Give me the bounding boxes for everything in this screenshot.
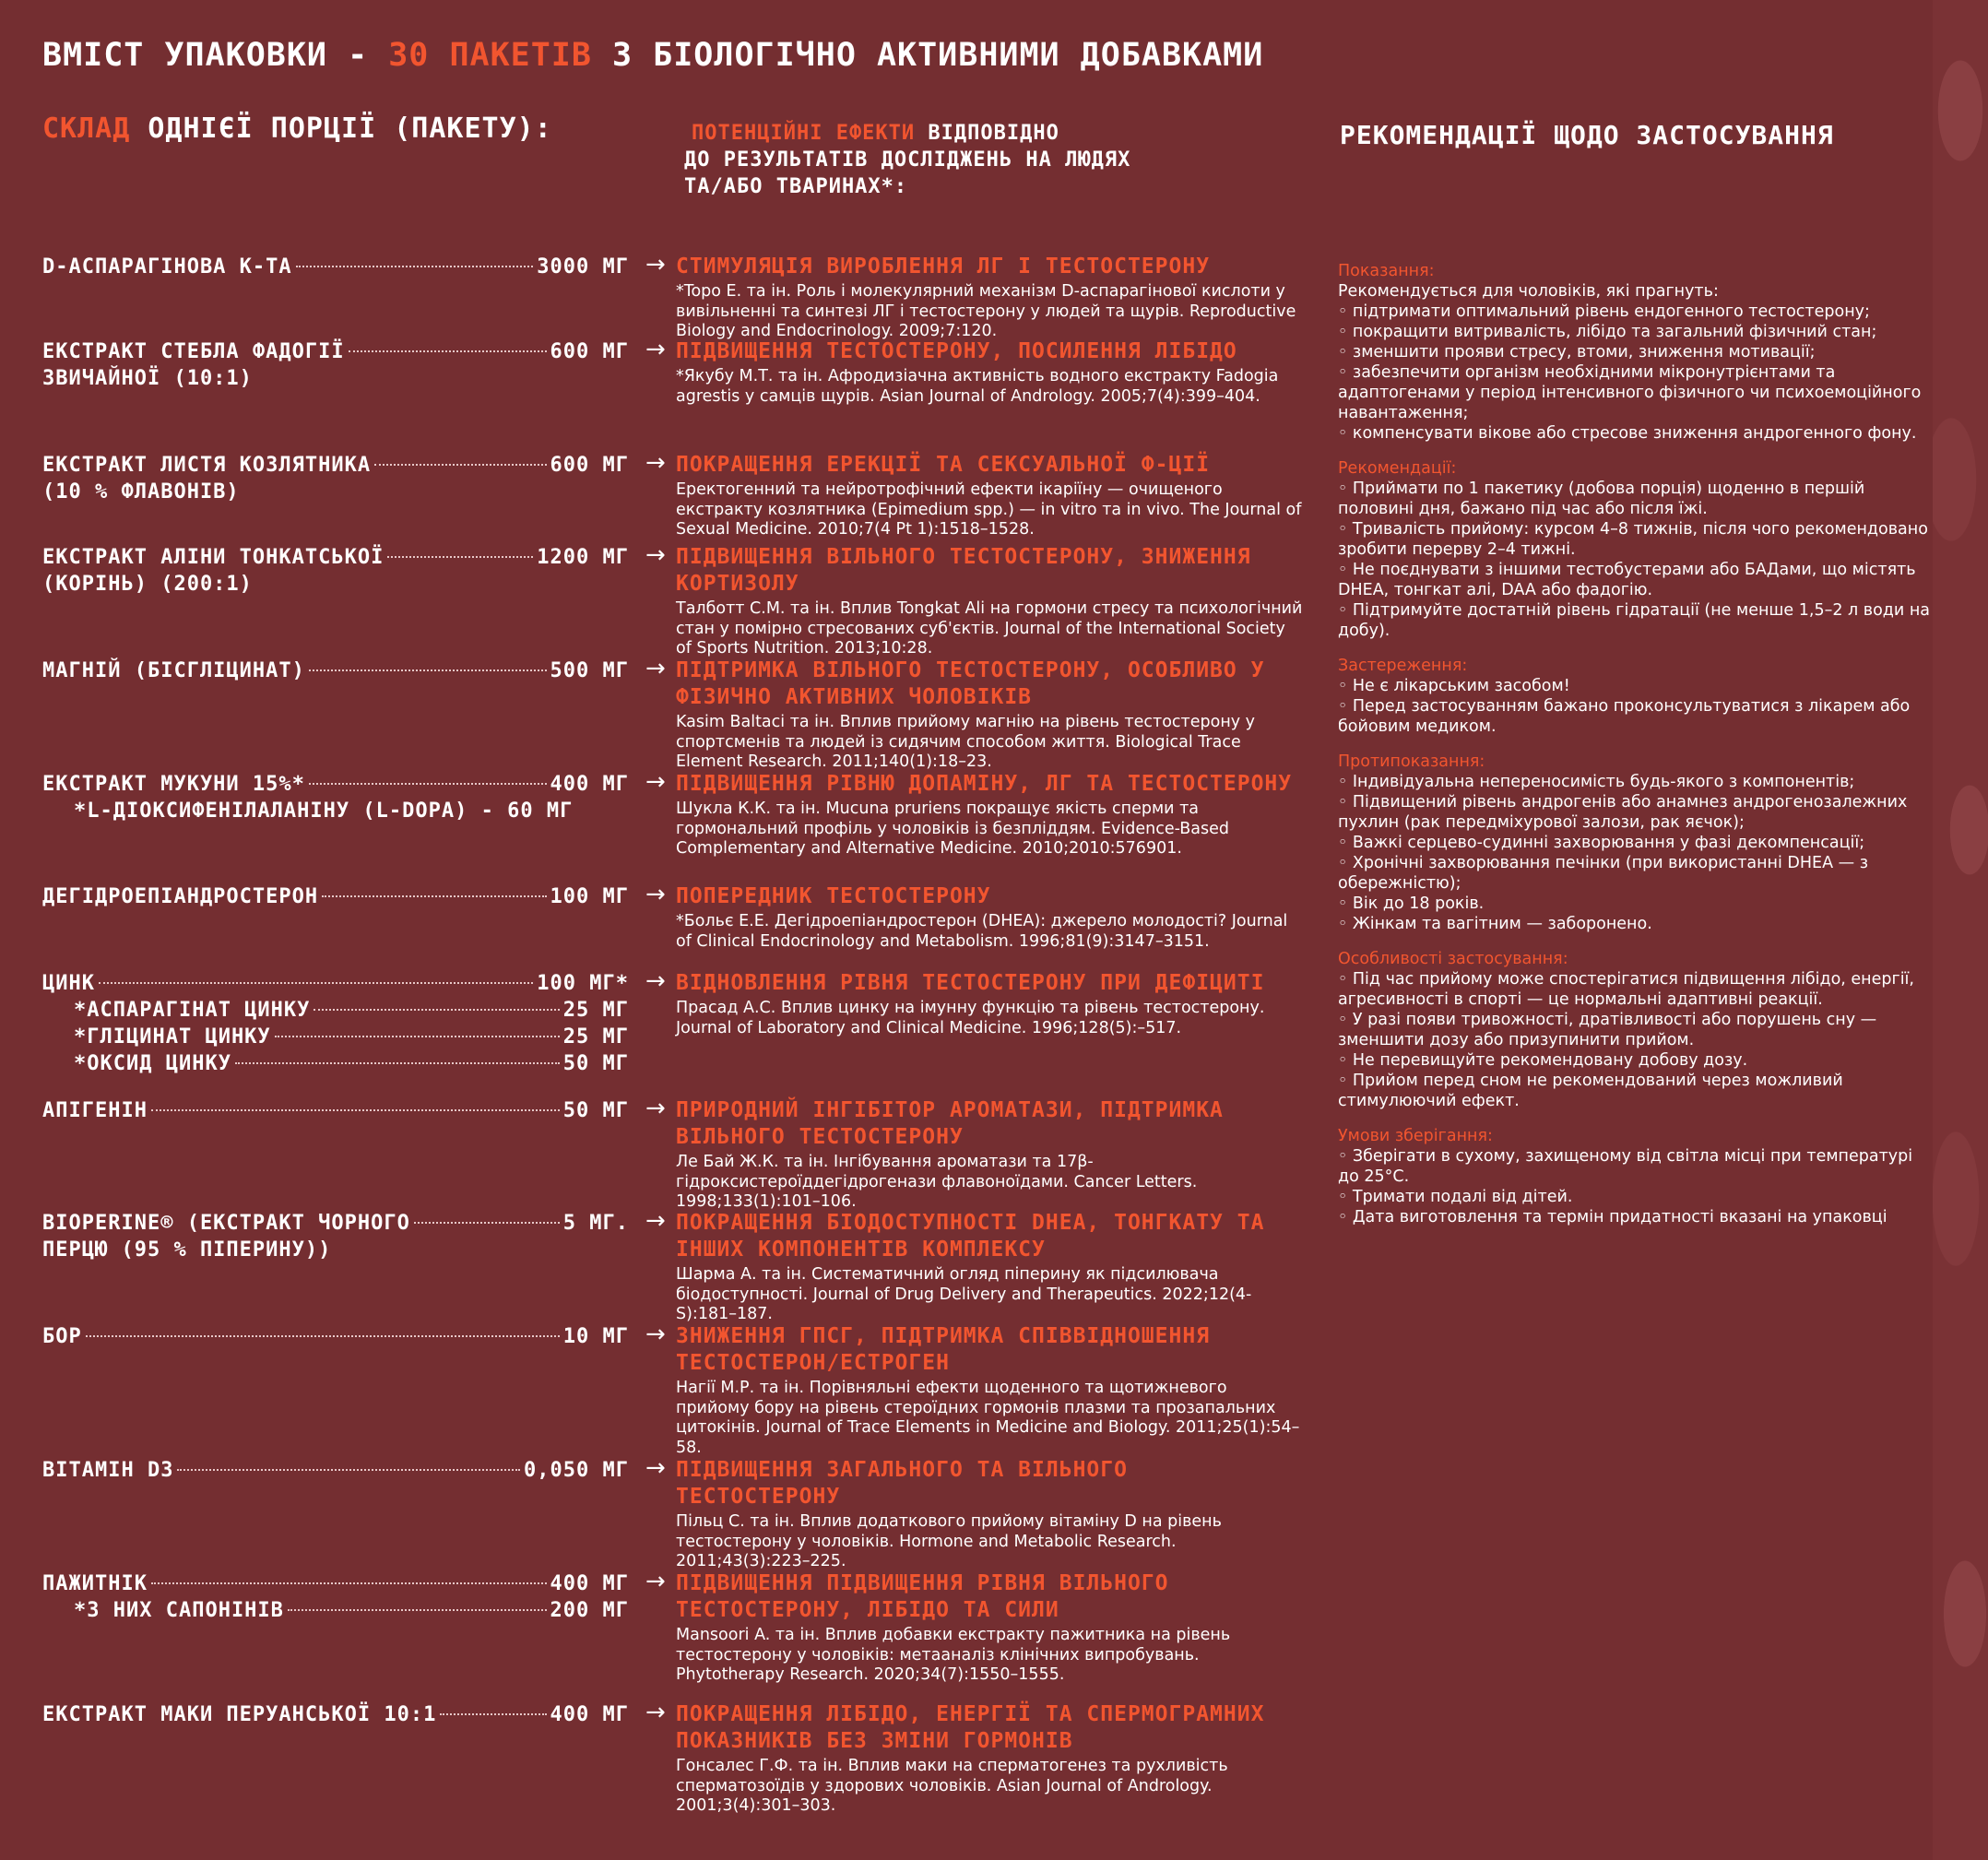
ingredient-name: ДЕГІДРОЕПІАНДРОСТЕРОН [42, 885, 319, 908]
ingredient [42, 1210, 629, 1263]
effect-reference: Гонсалес Г.Ф. та ін. Вплив маки на сперматогенез та рухливість сперматозоїдів у здорових чоловіків. Asian Journal of Andrology. 2001;3(4):301–303. [676, 1757, 1228, 1815]
effect-title: ПІДТРИМКА ВІЛЬНОГО ТЕСТОСТЕРОНУ, ОСОБЛИВО У ФІЗИЧНО АКТИВНИХ ЧОЛОВІКІВ [676, 658, 1265, 709]
effects-heading-line1: ВІДПОВІДНО [915, 122, 1059, 145]
effect-block [676, 544, 1303, 659]
effect-title: ПОКРАЩЕННЯ БІОДОСТУПНОСТІ DHEA, ТОНГКАТУ ТА ІНШИХ КОМПОНЕНТІВ КОМПЛЕКСУ [676, 1211, 1265, 1262]
ingredient-line [42, 544, 629, 571]
effect-block [676, 1323, 1303, 1458]
ingredient-line [42, 452, 629, 479]
effect-title: ПІДВИЩЕННЯ РІВНЮ ДОПАМІНУ, ЛГ ТА ТЕСТОСТЕРОНУ [676, 772, 1293, 796]
effects-heading-line2: ДО РЕЗУЛЬТАТІВ ДОСЛІДЖЕНЬ НА ЛЮДЯХ [684, 148, 1131, 172]
recommendation-section-title: Рекомендації: [1338, 459, 1457, 478]
ingredient-name: АПІГЕНІН [42, 1099, 148, 1122]
ingredient-amount: 400 МГ [550, 1703, 629, 1726]
ingredient-line [42, 658, 629, 684]
arrow-icon: → [645, 336, 666, 363]
dot-leader [374, 464, 546, 466]
ingredient-name: ЦИНК [42, 972, 95, 995]
effect-reference: *Якубу М.Т. та ін. Афродизіачна активність водного екстракту Fadogia agrestis у самців щурів. Asian Journal of Andrology. 2005;7(4):399–404. [676, 367, 1279, 406]
ingredient-name: ЕКСТРАКТ МАКИ ПЕРУАНСЬКОЇ 10:1 [42, 1703, 437, 1726]
ingredient-amount: 600 МГ [550, 340, 629, 363]
camouflage-edge-decoration [1933, 0, 1988, 1860]
effects-heading-line3: ТА/АБО ТВАРИНАХ*: [684, 175, 908, 198]
effect-block [676, 338, 1303, 407]
effect-title: ПРИРОДНИЙ ІНГІБІТОР АРОМАТАЗИ, ПІДТРИМКА ВІЛЬНОГО ТЕСТОСТЕРОНУ [676, 1098, 1224, 1149]
effect-block [676, 452, 1303, 540]
arrow-icon: → [645, 1207, 666, 1235]
composition-heading-accent: СКЛАД [42, 113, 131, 145]
ingredient-line [42, 997, 629, 1024]
dot-leader [309, 783, 547, 785]
recommendation-item: ◦ Зберігати в сухому, захищеному від світла місці при температурі до 25°C. [1338, 1147, 1913, 1186]
ingredient-name: МАГНІЙ (БІСГЛІЦИНАТ) [42, 659, 305, 682]
ingredient [42, 658, 629, 684]
effect-reference: Прасад А.С. Вплив цинку на імунну функцію та рівень тестостерону. Journal of Laboratory and Clinical Medicine. 1996;128(5):–517. [676, 999, 1265, 1037]
recommendation-item: ◦ Важкі серцево-судинні захворювання у фазі декомпенсації; [1338, 834, 1865, 852]
dot-leader [349, 350, 547, 352]
recommendation-item: ◦ Дата виготовлення та термін придатності вказані на упаковці [1338, 1208, 1887, 1226]
effect-reference: Mansoori A. та ін. Вплив добавки екстракту пажитника на рівень тестостерону у чоловіків: метааналіз клінічних випробувань. Phytotherapy Research. 2020;34(7):1550–1555. [676, 1626, 1231, 1684]
recommendation-section [1338, 1126, 1937, 1227]
ingredient [42, 254, 629, 280]
effect-title: СТИМУЛЯЦІЯ ВИРОБЛЕННЯ ЛГ І ТЕСТОСТЕРОНУ [676, 255, 1211, 278]
effect-title: ПОКРАЩЕННЯ ЛІБІДО, ЕНЕРГІЇ ТА СПЕРМОГРАМНИХ ПОКАЗНИКІВ БЕЗ ЗМІНИ ГОРМОНІВ [676, 1702, 1265, 1753]
effect-reference: Пільц С. та ін. Вплив додаткового прийому вітаміну D на рівень тестостерону у чоловіків. Hormone and Metabolic Research. 2011;43(3):223–225. [676, 1512, 1222, 1570]
dot-leader [309, 669, 547, 671]
ingredient-name-continued: ЗВИЧАЙНОЇ (10:1) [42, 367, 253, 390]
ingredient-amount: 50 МГ [562, 1099, 629, 1122]
ingredient [42, 338, 629, 392]
title-part-3: З БІОЛОГІЧНО АКТИВНИМИ ДОБАВКАМИ [591, 37, 1264, 74]
ingredient-amount: 600 МГ [550, 454, 629, 477]
effect-title: ВІДНОВЛЕННЯ РІВНЯ ТЕСТОСТЕРОНУ ПРИ ДЕФІЦИТІ [676, 971, 1265, 995]
ingredient-name: ЕКСТРАКТ СТЕБЛА ФАДОГІЇ [42, 340, 345, 363]
dot-leader [296, 266, 534, 267]
ingredient-name: ПАЖИТНІК [42, 1572, 148, 1595]
recommendation-section-title: Умови зберігання: [1338, 1127, 1493, 1145]
ingredient [42, 883, 629, 910]
ingredient-line [42, 338, 629, 365]
arrow-icon: → [645, 1095, 666, 1122]
recommendation-section-title: Показання: [1338, 262, 1435, 280]
recommendation-item: ◦ компенсувати вікове або стресове зниження андрогенного фону. [1338, 424, 1917, 443]
composition-heading-rest: ОДНІЄЇ ПОРЦІЇ (ПАКЕТУ): [130, 113, 552, 145]
ingredient-line [42, 771, 629, 798]
recommendation-item: Рекомендується для чоловіків, які прагнуть: [1338, 282, 1719, 301]
effect-title: ПІДВИЩЕННЯ ЗАГАЛЬНОГО ТА ВІЛЬНОГО ТЕСТОСТЕРОНУ [676, 1458, 1128, 1509]
effect-block [676, 970, 1303, 1038]
recommendation-item: ◦ Не поєднувати з іншими тестобустерами або БАДами, що містять DHEA, тонгкат алі, DAA або фадогію. [1338, 561, 1916, 599]
effect-reference: Талботт С.М. та ін. Вплив Tongkat Ali на гормони стресу та психологічний стан у помірно стресованих суб'єктів. Journal of the International Society of Sports Nutrition. 2013;10:28. [676, 599, 1303, 658]
ingredient-line [42, 1024, 629, 1050]
arrow-icon: → [645, 881, 666, 908]
recommendation-item: ◦ Під час прийому може спостерігатися підвищення лібідо, енергії, агресивності в спорті — це нормальні адаптивні реакції. [1338, 970, 1914, 1009]
ingredient-amount: 500 МГ [550, 659, 629, 682]
ingredient [42, 452, 629, 505]
dot-leader [151, 1109, 560, 1111]
dot-leader [86, 1335, 560, 1337]
recommendations-column [1338, 261, 1937, 1242]
ingredient-line [42, 1570, 629, 1597]
effect-reference: *Больє Е.Е. Дегідроепіандростерон (DHEA): джерело молодості? Journal of Clinical Endocrinology and Metabolism. 1996;81(9):3147–3151. [676, 912, 1288, 951]
ingredient-name: ЕКСТРАКТ МУКУНИ 15%* [42, 773, 305, 796]
effect-block [676, 1457, 1303, 1572]
recommendation-item: ◦ підтримати оптимальний рівень ендогенного тестостерону; [1338, 302, 1870, 321]
ingredient-line [42, 1701, 629, 1728]
arrow-icon: → [645, 1321, 666, 1348]
ingredient-amount: 5 МГ. [562, 1212, 629, 1235]
dot-leader [314, 1009, 559, 1011]
effect-block [676, 1210, 1303, 1325]
ingredient-name: *З НИХ САПОНІНІВ [74, 1599, 284, 1622]
ingredient [42, 1570, 629, 1624]
ingredient-amount: 1200 МГ [537, 546, 629, 569]
effect-block [676, 1097, 1303, 1213]
ingredient-name-continued: ПЕРЦЮ (95 % ПІПЕРИНУ)) [42, 1238, 332, 1262]
dot-leader [440, 1713, 546, 1715]
ingredient-amount: 25 МГ [562, 999, 629, 1022]
effect-title: ПІДВИЩЕННЯ ПІДВИЩЕННЯ РІВНЯ ВІЛЬНОГО ТЕСТОСТЕРОНУ, ЛІБІДО ТА СИЛИ [676, 1571, 1169, 1622]
recommendation-section-title: Застереження: [1338, 657, 1468, 675]
ingredient-line [42, 254, 629, 280]
recommendation-item: ◦ забезпечити організм необхідними мікронутрієнтами та адаптогенами у період інтенсивного фізичного чи психоемоційного навантаження; [1338, 363, 1922, 422]
effect-title: ПІДВИЩЕННЯ ВІЛЬНОГО ТЕСТОСТЕРОНУ, ЗНИЖЕННЯ КОРТИЗОЛУ [676, 545, 1251, 596]
recommendation-item: ◦ Прийом перед сном не рекомендований через можливий стимулюючий ефект. [1338, 1072, 1843, 1110]
ingredient-amount: 25 МГ [562, 1025, 629, 1048]
recommendation-item: ◦ Не є лікарським засобом! [1338, 677, 1570, 695]
title-packets-count: 30 ПАКЕТІВ [388, 37, 592, 74]
recommendation-item: ◦ Тривалість прийому: курсом 4–8 тижнів, після чого рекомендовано зробити перерву 2–4 тижні. [1338, 520, 1928, 559]
ingredient-amount: 10 МГ [562, 1325, 629, 1348]
recommendation-item: ◦ Хронічні захворювання печінки (при використанні DHEA — з обережністю); [1338, 854, 1869, 893]
ingredient-line [42, 1050, 629, 1077]
dot-leader [151, 1582, 547, 1584]
ingredient [42, 544, 629, 598]
ingredient [42, 1323, 629, 1350]
title-part-1: ВМІСТ УПАКОВКИ - [42, 37, 389, 74]
ingredient-line [42, 1457, 629, 1484]
effect-block [676, 883, 1303, 952]
page-title [42, 37, 1263, 74]
effect-title: ПІДВИЩЕННЯ ТЕСТОСТЕРОНУ, ПОСИЛЕННЯ ЛІБІДО [676, 339, 1237, 363]
recommendations-heading: РЕКОМЕНДАЦІЇ ЩОДО ЗАСТОСУВАННЯ [1340, 120, 1834, 150]
recommendation-item: ◦ зменшити прояви стресу, втоми, зниження мотивації; [1338, 343, 1816, 361]
arrow-icon: → [645, 768, 666, 796]
recommendation-item: ◦ Індивідуальна непереносимість будь-якого з компонентів; [1338, 773, 1855, 791]
ingredient-amount: 50 МГ [562, 1052, 629, 1075]
effect-title: ПОКРАЩЕННЯ ЕРЕКЦІЇ ТА СЕКСУАЛЬНОЇ Ф-ЦІЇ [676, 453, 1211, 477]
recommendation-item: ◦ Підвищений рівень андрогенів або анамнез андрогенозалежних пухлин (рак передміхурової залози, рак яєчок); [1338, 793, 1908, 832]
recommendation-section [1338, 949, 1937, 1111]
ingredient [42, 1457, 629, 1484]
ingredient-name: ЕКСТРАКТ ЛИСТЯ КОЗЛЯТНИКА [42, 454, 372, 477]
ingredient-name-continued: (КОРІНЬ) (200:1) [42, 573, 253, 596]
effect-block [676, 1701, 1303, 1817]
dot-leader [322, 895, 546, 897]
arrow-icon: → [645, 449, 666, 477]
ingredient-line [42, 1210, 629, 1237]
ingredient-amount: 100 МГ* [537, 972, 629, 995]
ingredient-name: БОР [42, 1325, 82, 1348]
ingredient-name: ЕКСТРАКТ АЛІНИ ТОНКАТСЬКОЇ [42, 546, 385, 569]
arrow-icon: → [645, 1454, 666, 1482]
dot-leader [414, 1222, 560, 1224]
effect-title: ПОПЕРЕДНИК ТЕСТОСТЕРОНУ [676, 884, 991, 908]
effect-reference: Еректогенний та нейротрофічний ефекти ікаріїну — очищеного екстракту козлятника (Epimedium spp.) — in vitro та in vivo. The Journal of Sexual Medicine. 2010;7(4 Pt 1):1518–1528. [676, 480, 1302, 539]
recommendation-section [1338, 752, 1937, 934]
dot-leader [99, 982, 533, 984]
dot-leader [387, 556, 533, 558]
ingredient-line [42, 883, 629, 910]
composition-heading [42, 113, 552, 145]
ingredient-name: D-АСПАРАГІНОВА К-ТА [42, 255, 292, 278]
recommendation-item: ◦ Жінкам та вагітним — заборонено. [1338, 915, 1652, 933]
recommendation-section [1338, 656, 1937, 737]
effect-reference: Ле Бай Ж.К. та ін. Інгібування ароматази та 17β-гідроксистероїддегідрогенази флавоноїдами. Cancer Letters. 1998;133(1):101–106. [676, 1153, 1198, 1211]
ingredient-sub-component: *L-ДІОКСИФЕНІЛАЛАНІНУ (L-DOPA) - 60 МГ [74, 800, 574, 823]
ingredient-name-continued: (10 % ФЛАВОНІВ) [42, 480, 240, 504]
dot-leader [288, 1609, 547, 1611]
effect-block [676, 1570, 1303, 1686]
ingredient-amount: 400 МГ [550, 773, 629, 796]
ingredient-line [42, 1597, 629, 1624]
arrow-icon: → [645, 1568, 666, 1595]
recommendation-section [1338, 261, 1937, 444]
ingredient-amount: 100 МГ [550, 885, 629, 908]
dot-leader [235, 1062, 560, 1064]
recommendation-item: ◦ покращити витривалість, лібідо та загальний фізичний стан; [1338, 323, 1877, 341]
ingredient-name: BIOPERINE® (ЕКСТРАКТ ЧОРНОГО [42, 1212, 410, 1235]
ingredient-name: *ОКСИД ЦИНКУ [74, 1052, 231, 1075]
recommendation-section-title: Протипоказання: [1338, 752, 1485, 771]
ingredient-line [42, 1097, 629, 1124]
recommendation-item: ◦ Вік до 18 років. [1338, 894, 1485, 913]
effect-reference: *Topo E. та ін. Роль і молекулярний механізм D-аспарагінової кислоти у вивільненні та синтезі ЛГ і тестостерону у людей та щурів. Reproductive Biology and Endocrinology. 2009;7:120. [676, 282, 1296, 340]
effects-heading-accent: ПОТЕНЦІЙНІ ЕФЕКТИ [692, 122, 916, 145]
recommendation-item: ◦ Приймати по 1 пакетику (добова порція) щоденно в першій половині дня, бажано під час або після їжі. [1338, 480, 1865, 518]
effect-block [676, 254, 1303, 342]
arrow-icon: → [645, 251, 666, 278]
ingredient-line [42, 1323, 629, 1350]
effect-block [676, 771, 1303, 859]
arrow-icon: → [645, 1699, 666, 1726]
ingredient-name: *АСПАРАГІНАТ ЦИНКУ [74, 999, 311, 1022]
arrow-icon: → [645, 541, 666, 569]
dot-leader [177, 1469, 520, 1471]
recommendation-section-title: Особливості застосування: [1338, 950, 1568, 968]
recommendation-item: ◦ У разі появи тривожності, дратівливості або порушень сну — зменшити дозу або призупинити прийом. [1338, 1011, 1877, 1049]
ingredient-name: *ГЛІЦИНАТ ЦИНКУ [74, 1025, 271, 1048]
effects-heading [684, 120, 1274, 200]
arrow-icon: → [645, 967, 666, 995]
recommendation-section [1338, 458, 1937, 641]
arrow-icon: → [645, 655, 666, 682]
ingredient-amount: 200 МГ [550, 1599, 629, 1622]
recommendation-item: ◦ Перед застосуванням бажано проконсультуватися з лікарем або бойовим медиком. [1338, 697, 1911, 736]
effect-reference: Шукла К.К. та ін. Mucuna pruriens покращує якість сперми та гормональний профіль у чоловіків із безпліддям. Evidence-Based Complementary and Alternative Medicine. 2010;2010:576901. [676, 800, 1229, 858]
ingredient-amount: 0,050 МГ [524, 1459, 629, 1482]
effect-reference: Нагії М.Р. та ін. Порівняльні ефекти щоденного та щотижневого прийому бору на рівень стероїдних гормонів плазми та прозапальних цитокінів. Journal of Trace Elements in Medicine and Biology. 2011;25(1):54–58. [676, 1379, 1300, 1457]
recommendation-item: ◦ Підтримуйте достатній рівень гідратації (не менше 1,5–2 л води на добу). [1338, 601, 1930, 640]
ingredient-line [42, 970, 629, 997]
effect-reference: Шарма А. та ін. Систематичний огляд піперину як підсилювача біодоступності. Journal of Drug Delivery and Therapeutics. 2022;12(4-S):181–187. [676, 1265, 1252, 1323]
ingredient-amount: 3000 МГ [537, 255, 629, 278]
ingredient [42, 771, 629, 824]
ingredient [42, 1097, 629, 1124]
effect-reference: Kasim Baltaci та ін. Вплив прийому магнію на рівень тестостерону у спортсменів та людей із сидячим способом життя. Biological Trace Element Research. 2011;140(1):18–23. [676, 713, 1256, 771]
dot-leader [275, 1036, 560, 1037]
recommendation-item: ◦ Не перевищуйте рекомендовану добову дозу. [1338, 1051, 1748, 1070]
effect-block [676, 658, 1303, 773]
ingredient [42, 1701, 629, 1728]
ingredient-name: ВІТАМІН D3 [42, 1459, 174, 1482]
effect-title: ЗНИЖЕННЯ ГПСГ, ПІДТРИМКА СПІВВІДНОШЕННЯ ТЕСТОСТЕРОН/ЕСТРОГЕН [676, 1324, 1211, 1375]
ingredient [42, 970, 629, 1077]
ingredient-amount: 400 МГ [550, 1572, 629, 1595]
recommendation-item: ◦ Тримати подалі від дітей. [1338, 1188, 1573, 1206]
